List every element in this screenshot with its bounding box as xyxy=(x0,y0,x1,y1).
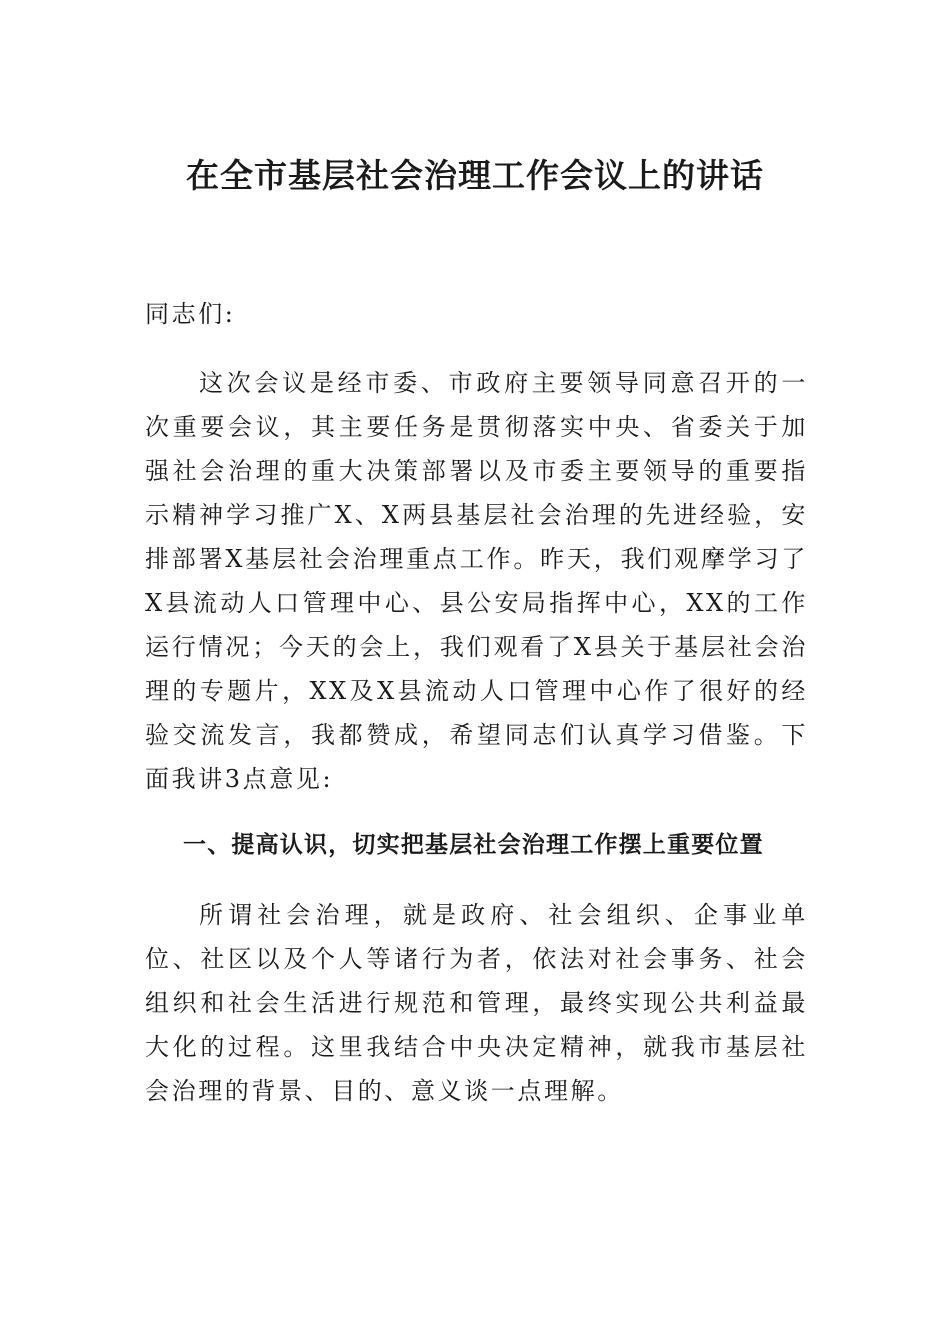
document-title: 在全市基层社会治理工作会议上的讲话 xyxy=(186,156,764,195)
paragraph-intro: 这次会议是经市委、市政府主要领导同意召开的一次重要会议，其主要任务是贯彻落实中央、省委关于加强社会治理的重大决策部署以及市委主要领导的重要指示精神学习推广X、X两县基层社会治理的先进经验，安排部署X基层社会治理重点工作。昨天，我们观摩学习了X县流动人口管理中心、县公安局指挥中心，XX的工作运行情况；今天的会上，我们观看了X县关于基层社会治理的专题片，XX及X县流动人口管理中心作了很好的经验交流发言，我都赞成，希望同志们认真学习借鉴。下面我讲3点意见: xyxy=(145,369,808,793)
section-heading-1: 一、提高认识，切实把基层社会治理工作摆上重要位置 xyxy=(183,832,764,858)
paragraph-section-1: 所谓社会治理，就是政府、社会组织、企事业单位、社区以及个人等诸行为者，依法对社会事务、社会组织和社会生活进行规范和管理，最终实现公共利益最大化的过程。这里我结合中央决定精神，就我市基层社会治理的背景、目的、意义谈一点理解。 xyxy=(145,901,808,1105)
salutation: 同志们: xyxy=(145,300,236,328)
